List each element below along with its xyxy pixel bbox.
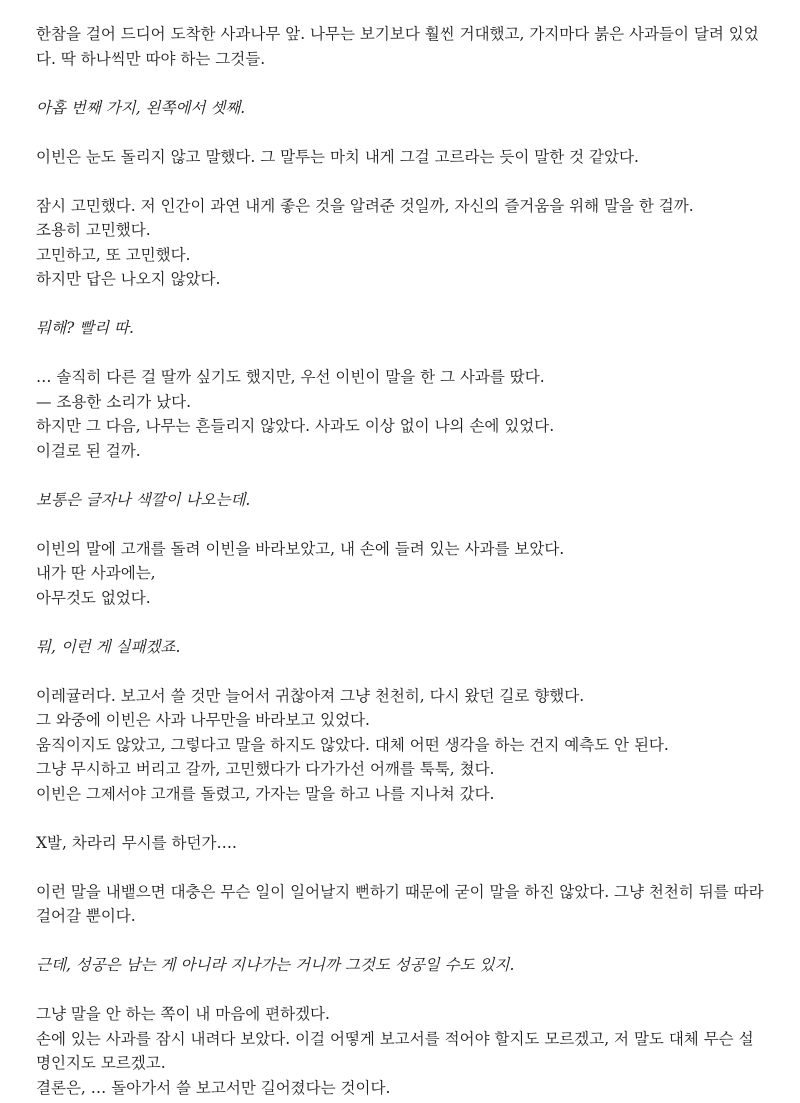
dialogue-line: 뭐해? 빨리 따. <box>36 319 134 337</box>
text-line: 이레귤러다. 보고서 쓸 것만 늘어서 귀찮아져 그냥 천천히, 다시 왔던 길로 향했다. <box>36 686 585 705</box>
text-line: 움직이지도 않았고, 그렇다고 말을 하지도 않았다. 대체 어떤 생각을 하는 건지 예측도 안 된다. <box>36 735 669 754</box>
text-line: 한참을 걸어 드디어 도착한 사과나무 앞. 나무는 보기보다 훨씬 거대했고, 가지마다 붉은 사과들이 달려 있었다. 딱 하나씩만 따야 하는 그것들. <box>36 25 759 68</box>
text-line: 결론은, … 돌아가서 쓸 보고서만 길어졌다는 것이다. <box>36 1078 391 1097</box>
text-line: 이빈의 말에 고개를 돌려 이빈을 바라보았고, 내 손에 들려 있는 사과를 보았다. <box>36 539 565 558</box>
paragraph <box>36 831 764 856</box>
text-line: 잠시 고민했다. 저 인간이 과연 내게 좋은 것을 알려준 것일까, 자신의 즐거움을 위해 말을 한 걸까. <box>36 196 694 215</box>
dialogue-line: 보통은 글자나 색깔이 나오는데. <box>36 490 251 509</box>
text-line: 내가 딴 사과에는, <box>36 564 156 582</box>
paragraph <box>36 880 764 929</box>
paragraph <box>36 537 764 611</box>
paragraph <box>36 145 764 170</box>
italic-dialogue <box>36 953 764 978</box>
italic-dialogue <box>36 316 764 341</box>
text-line: 그냥 무시하고 버리고 갈까, 고민했다가 다가가선 어깨를 툭툭, 쳤다. <box>36 760 495 778</box>
dialogue-line: 근데, 성공은 남는 게 아니라 지나가는 거니까 그것도 성공일 수도 있지. <box>36 956 515 974</box>
text-line: 아무것도 없었다. <box>36 588 151 607</box>
italic-dialogue <box>36 488 764 513</box>
text-line: 하지만 그 다음, 나무는 흔들리지 않았다. 사과도 이상 없이 나의 손에 있었다. <box>36 417 555 435</box>
text-line: 조용히 고민했다. <box>36 221 151 239</box>
text-line: X발, 차라리 무시를 하던가…. <box>36 833 237 852</box>
text-line: 이런 말을 내뱉으면 대충은 무슨 일이 일어날지 뻔하기 때문에 굳이 말을 하진 않았다. 그냥 천천히 뒤를 따라 걸어갈 뿐이다. <box>36 882 764 925</box>
dialogue-line: 뭐, 이런 게 실패겠죠. <box>36 637 181 656</box>
paragraph <box>36 22 764 71</box>
text-line: 이빈은 그제서야 고개를 돌렸고, 가자는 말을 하고 나를 지나쳐 갔다. <box>36 784 495 803</box>
text-line: 손에 있는 사과를 잠시 내려다 보았다. 이걸 어떻게 보고서를 적어야 할지도 모르겠고, 저 말도 대체 무슨 설명인지도 모르겠고. <box>36 1029 754 1072</box>
text-line: … 솔직히 다른 걸 딸까 싶기도 했지만, 우선 이빈이 말을 한 그 사과를 땄다. <box>36 368 545 386</box>
paragraph <box>36 365 764 463</box>
text-line: 고민하고, 또 고민했다. <box>36 245 191 264</box>
paragraph <box>36 194 764 292</box>
text-line: 이빈은 눈도 돌리지 않고 말했다. 그 말투는 마치 내게 그걸 고르라는 듯이 말한 것 같았다. <box>36 147 639 166</box>
text-line: 하지만 답은 나오지 않았다. <box>36 270 221 288</box>
text-line: 그 와중에 이빈은 사과 나무만을 바라보고 있었다. <box>36 711 370 729</box>
dialogue-line: 아홉 번째 가지, 왼쪽에서 셋째. <box>36 98 246 117</box>
text-line: 이걸로 된 걸까. <box>36 441 141 460</box>
italic-dialogue <box>36 96 764 121</box>
text-line: 그냥 말을 안 하는 쪽이 내 마음에 편하겠다. <box>36 1005 330 1023</box>
paragraph <box>36 684 764 807</box>
text-line: — 조용한 소리가 났다. <box>36 392 191 411</box>
italic-dialogue <box>36 635 764 660</box>
paragraph <box>36 1002 764 1100</box>
